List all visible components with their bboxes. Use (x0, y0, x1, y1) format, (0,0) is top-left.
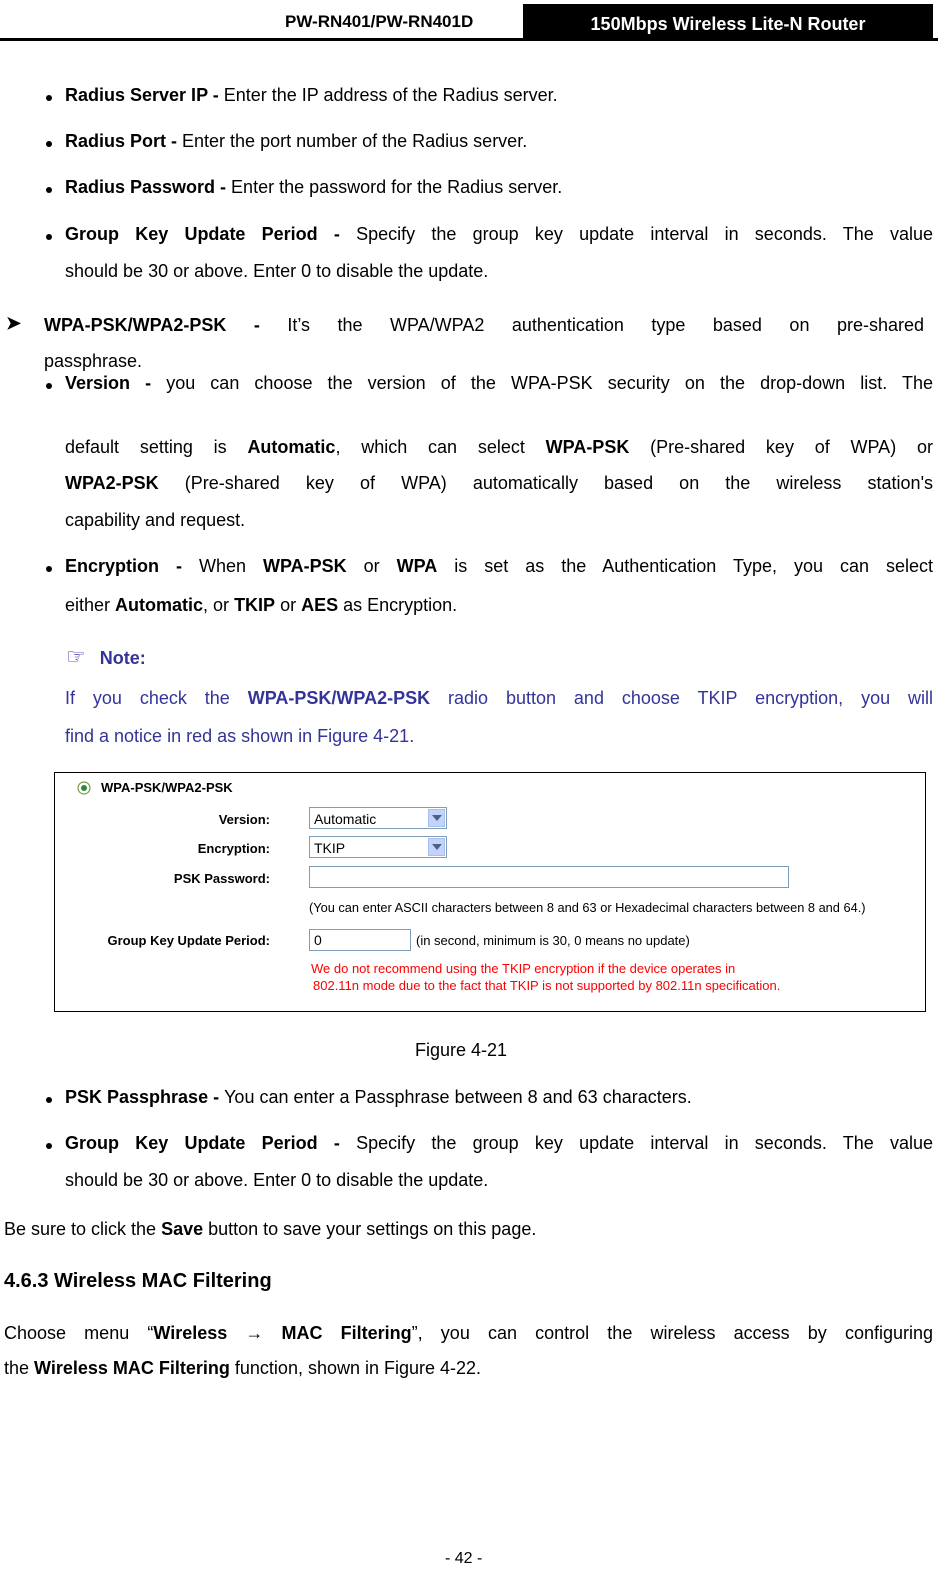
radio-label: WPA-PSK/WPA2-PSK (101, 780, 233, 795)
page-header (0, 0, 938, 42)
note-line2: find a notice in red as shown in Figure 4-21. (65, 726, 415, 746)
pointing-hand-icon: ☞ (66, 644, 86, 669)
version-line1: Version - you can choose the version of the WPA-PSK security on the drop-down list. The (65, 373, 933, 393)
bullet-icon (46, 1143, 52, 1149)
version-line2: default setting is Automatic, which can select WPA-PSK (Pre-shared key of WPA) or (65, 437, 933, 457)
psk-heading-line2: passphrase. (44, 351, 143, 371)
list-item-radius-port: Radius Port - Enter the port number of the Radius server. (65, 131, 528, 151)
list-item-psk-passphrase: PSK Passphrase - You can enter a Passphrase between 8 and 63 characters. (65, 1087, 692, 1107)
version-label: Version: (218, 812, 270, 827)
version-line4: capability and request. (65, 510, 246, 530)
note-line1: If you check the WPA-PSK/WPA2-PSK radio button and choose TKIP encryption, you will (65, 688, 934, 708)
encryption-select[interactable]: TKIP (309, 836, 447, 858)
version-line3: WPA2-PSK (Pre-shared key of WPA) automatically based on the wireless station's (65, 473, 933, 493)
gkup-hint: (in second, minimum is 30, 0 means no update) (416, 933, 690, 948)
bullet-icon (46, 234, 52, 240)
list-item-gkup2-line2: should be 30 or above. Enter 0 to disable the update. (65, 1170, 489, 1190)
psk-password-input[interactable] (309, 866, 789, 888)
save-instruction: Be sure to click the Save button to save your settings on this page. (4, 1219, 537, 1239)
header-product: 150Mbps Wireless Lite-N Router (523, 4, 933, 40)
gkup-label: Group Key Update Period: (107, 933, 270, 948)
psk-password-label: PSK Password: (173, 871, 270, 886)
encryption-line2: either Automatic, or TKIP or AES as Encryption. (65, 595, 458, 615)
bullet-icon (46, 566, 52, 572)
version-select[interactable]: Automatic (309, 807, 447, 829)
list-item-gkup-line2: should be 30 or above. Enter 0 to disable the update. (65, 261, 489, 281)
header-model: PW-RN401/PW-RN401D (285, 12, 474, 31)
tkip-warning-line2: 802.11n mode due to the fact that TKIP is not supported by 802.11n specification. (313, 978, 781, 993)
list-item-gkup2-line1: Group Key Update Period - Specify the group key update interval in seconds. The value (65, 1133, 934, 1153)
radio-icon[interactable] (77, 781, 91, 795)
note-heading: ☞ Note: (66, 644, 146, 669)
bullet-icon (46, 95, 52, 101)
encryption-label: Encryption: (197, 841, 270, 856)
list-item-radius-password: Radius Password - Enter the password for the Radius server. (65, 177, 563, 197)
psk-heading-line1: WPA-PSK/WPA2-PSK - It’s the WPA/WPA2 authentication type based on pre-shared (44, 315, 924, 335)
list-item-radius-ip: Radius Server IP - Enter the IP address of the Radius server. (65, 85, 558, 105)
encryption-line1: Encryption - When WPA-PSK or WPA is set as the Authentication Type, you can select (65, 556, 934, 576)
bullet-icon (46, 1097, 52, 1103)
list-item-gkup-line1: Group Key Update Period - Specify the group key update interval in seconds. The value (65, 224, 934, 244)
chevron-down-icon (428, 838, 445, 856)
bullet-icon (46, 141, 52, 147)
tkip-warning-line1: We do not recommend using the TKIP encryption if the device operates in (311, 961, 736, 976)
page-number: - 42 - (445, 1550, 483, 1567)
chevron-down-icon (428, 809, 445, 827)
bullet-icon (46, 187, 52, 193)
figure-caption: Figure 4-21 (415, 1040, 508, 1060)
mac-para-line1: Choose menu “Wireless → MAC Filtering”, you can control the wireless access by configuring (4, 1323, 934, 1343)
bullet-icon (46, 383, 52, 389)
psk-password-hint: (You can enter ASCII characters between 8 and 63 or Hexadecimal characters between 8 and 64.) (309, 900, 866, 915)
arrow-bullet-icon: ➤ (6, 313, 22, 333)
mac-para-line2: the Wireless MAC Filtering function, shown in Figure 4-22. (4, 1358, 482, 1378)
figure-screenshot (54, 772, 926, 1012)
gkup-input[interactable]: 0 (309, 929, 411, 951)
section-title: 4.6.3 Wireless MAC Filtering (4, 1270, 272, 1292)
header-rule (0, 38, 938, 41)
